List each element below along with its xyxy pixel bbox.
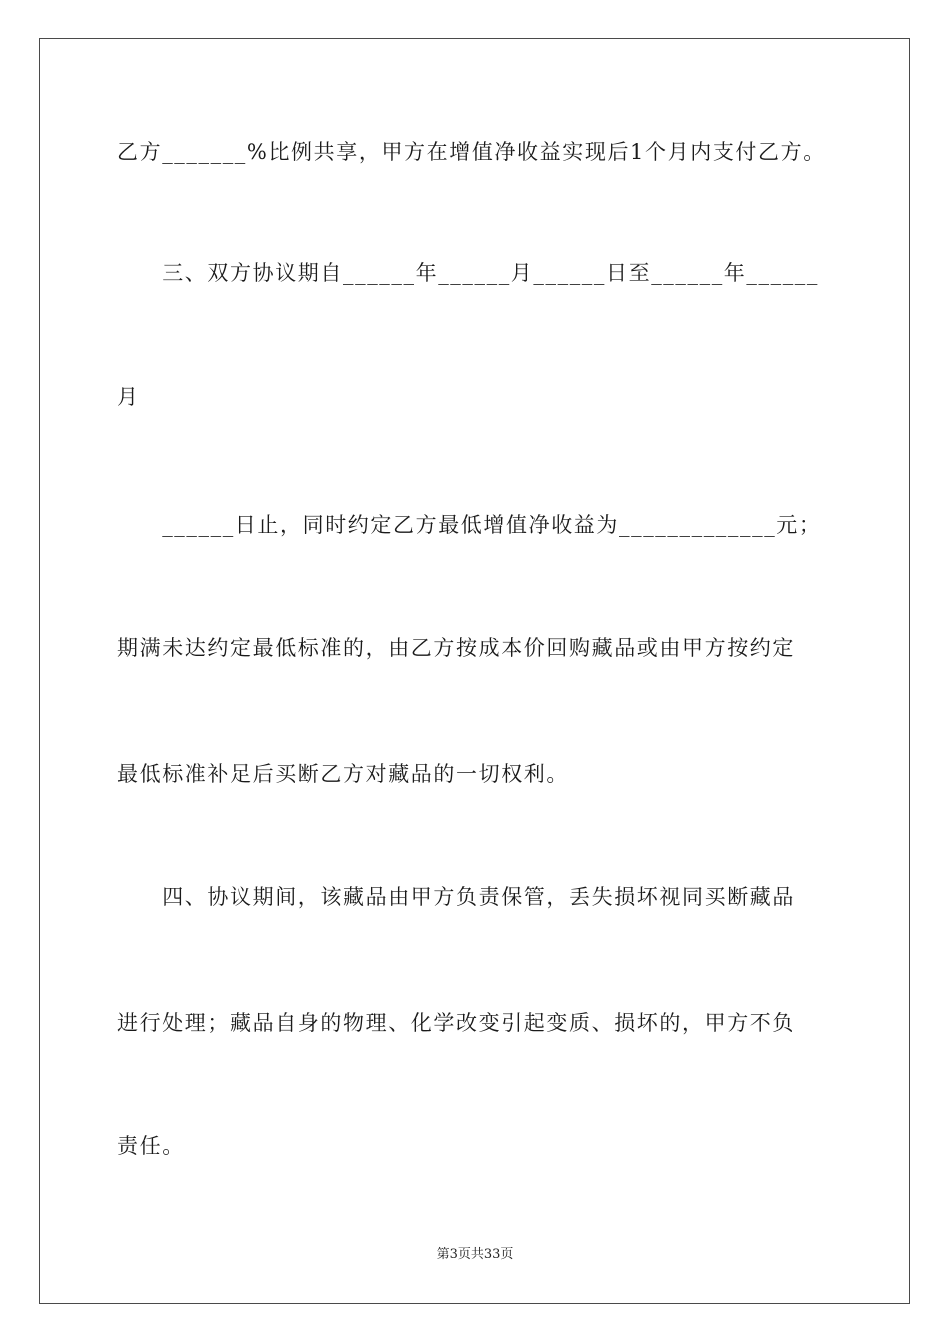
page-footer [0, 1247, 950, 1263]
paragraph-line-2: 三、双方协议期自______年______月______日至______年______ [117, 261, 819, 285]
page-number: 第3页 [436, 1247, 471, 1262]
paragraph-line-3: 月 [117, 385, 140, 409]
paragraph-line-8: 进行处理；藏品自身的物理、化学改变引起变质、损坏的，甲方不负 [117, 1011, 795, 1035]
paragraph-line-9: 责任。 [117, 1134, 185, 1158]
paragraph-line-6: 最低标准补足后买断乙方对藏品的一切权利。 [117, 762, 569, 786]
paragraph-line-5: 期满未达约定最低标准的，由乙方按成本价回购藏品或由甲方按约定 [117, 636, 795, 660]
paragraph-line-7: 四、协议期间，该藏品由甲方负责保管，丢失损坏视同买断藏品 [117, 885, 795, 909]
paragraph-line-1: 乙方_______%比例共享，甲方在增值净收益实现后1个月内支付乙方。 [117, 140, 826, 164]
page-total: 共33页 [470, 1247, 514, 1262]
page-border [39, 38, 910, 1304]
paragraph-line-4: ______日止，同时约定乙方最低增值净收益为_____________元； [117, 513, 822, 537]
